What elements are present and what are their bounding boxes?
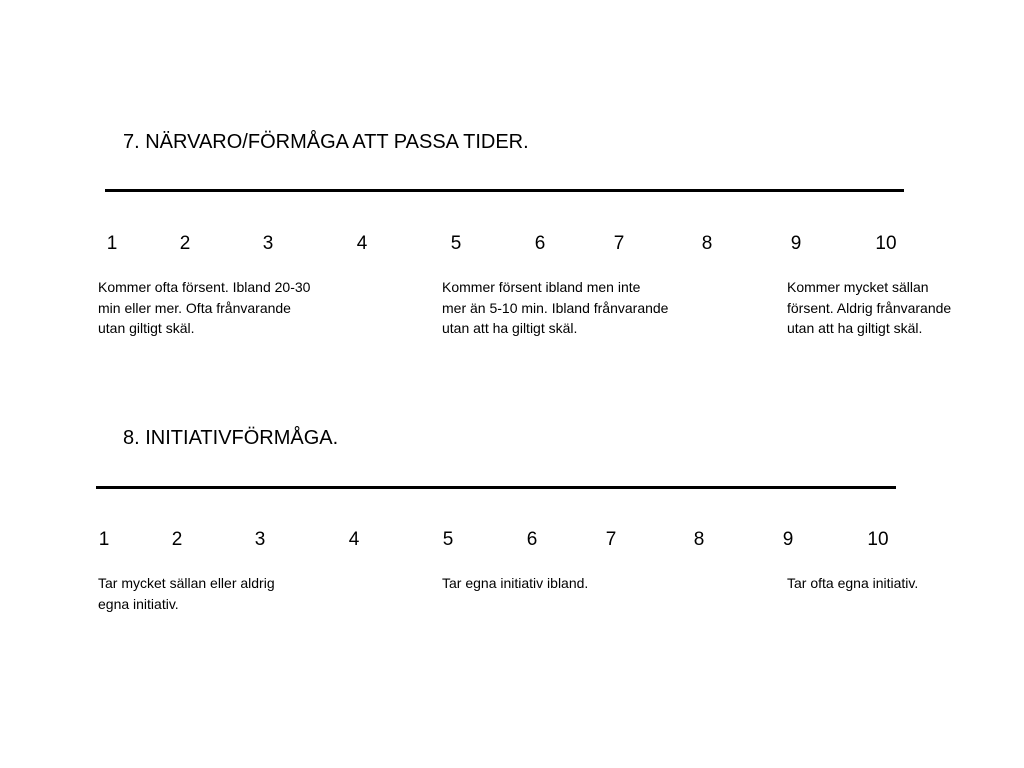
scale-number-6: 6: [534, 233, 546, 254]
scale-number-10: 10: [875, 233, 897, 254]
scale-number-3: 3: [262, 233, 274, 254]
scale-number-10: 10: [867, 529, 889, 550]
description-mid: Kommer försent ibland men inte mer än 5-10 min. Ibland frånvarande utan att ha giltigt skäl.: [442, 279, 669, 336]
scale-number-9: 9: [790, 233, 802, 254]
description-mid: Tar egna initiativ ibland.: [442, 575, 589, 591]
section-title: 8. INITIATIVFÖRMÅGA.: [123, 427, 339, 449]
scale-number-5: 5: [442, 529, 454, 550]
scale-number-4: 4: [348, 529, 360, 550]
scale-number-8: 8: [693, 529, 705, 550]
description-low: Kommer ofta försent. Ibland 20-30 min eller mer. Ofta frånvarande utan giltigt skäl.: [98, 279, 311, 336]
description-high: Kommer mycket sällan försent. Aldrig frånvarande utan att ha giltigt skäl.: [787, 279, 952, 336]
scale-line: [96, 486, 896, 489]
section-title: 7. NÄRVARO/FÖRMÅGA ATT PASSA TIDER.: [123, 131, 529, 153]
scale-number-1: 1: [106, 233, 118, 254]
scale-number-9: 9: [782, 529, 794, 550]
scale-number-7: 7: [613, 233, 625, 254]
scale-number-2: 2: [179, 233, 191, 254]
description-high: Tar ofta egna initiativ.: [787, 575, 919, 591]
scale-line: [105, 189, 904, 192]
scale-number-7: 7: [605, 529, 617, 550]
scale-number-2: 2: [171, 529, 183, 550]
scale-number-4: 4: [356, 233, 368, 254]
scale-number-1: 1: [98, 529, 110, 550]
scale-number-6: 6: [526, 529, 538, 550]
scale-number-5: 5: [450, 233, 462, 254]
scale-number-8: 8: [701, 233, 713, 254]
description-low: Tar mycket sällan eller aldrig egna initiativ.: [98, 575, 275, 612]
scale-number-3: 3: [254, 529, 266, 550]
